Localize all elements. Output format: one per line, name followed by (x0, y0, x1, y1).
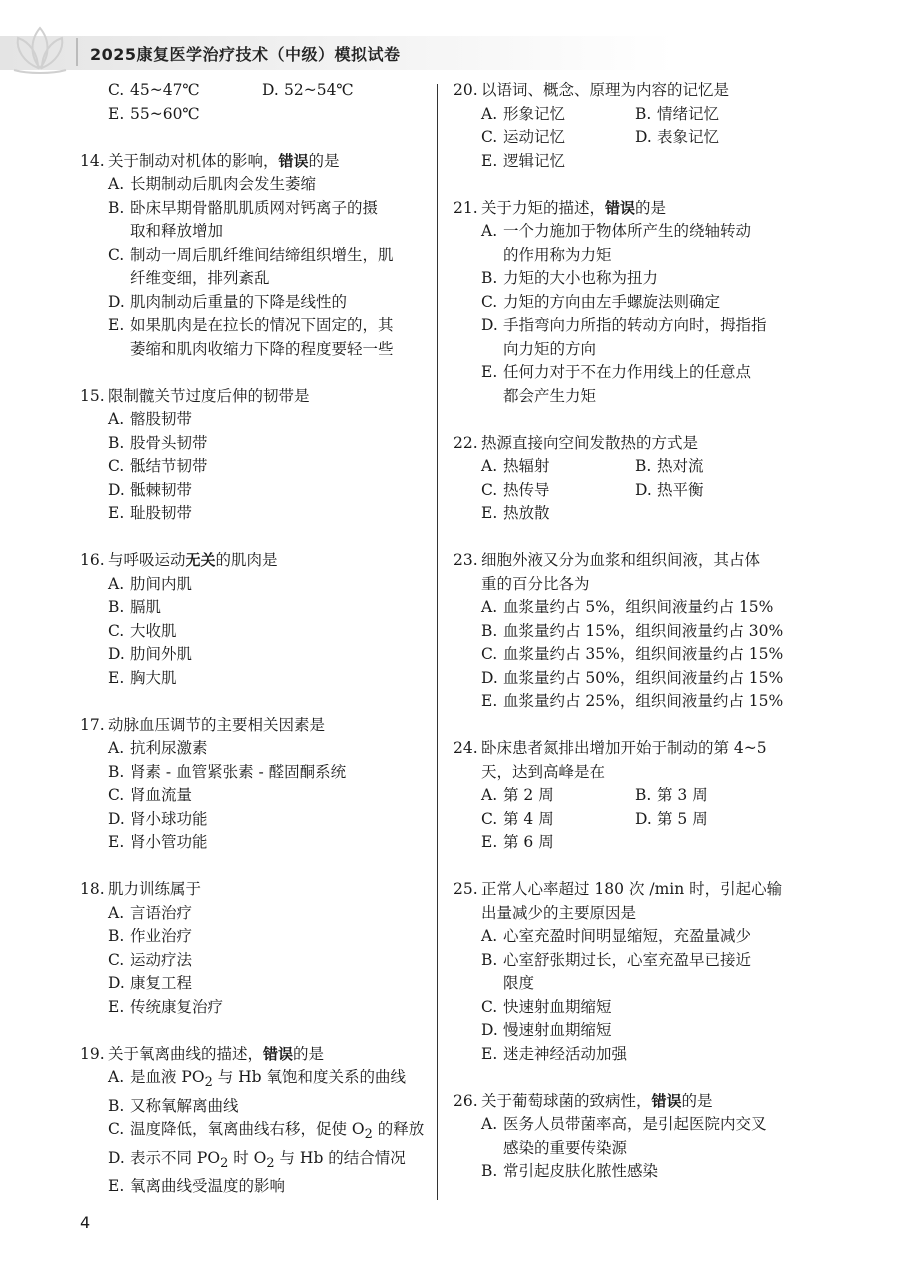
option-d: D. 康复工程 (108, 974, 193, 992)
question-stem: 18. 肌力训练属于 (80, 880, 202, 898)
option-e: E. 血浆量约占 25%，组织间液量约占 15% (481, 692, 784, 710)
option-a: A. 肋间内肌 (108, 574, 193, 593)
option-a: A. 言语治疗 (108, 903, 193, 922)
question-15 (80, 385, 428, 526)
emphasis-keyword: 错误 (605, 198, 636, 217)
option-b: B. 膈肌 (108, 598, 162, 616)
question-stem: 25. 正常人心率超过 180 次 /min 时，引起心输 出量减少的主要原因是 (453, 880, 783, 922)
option-d: D. 血浆量约占 50%，组织间液量约占 15% (481, 668, 784, 687)
option-d: D. 慢速射血期缩短 (481, 1021, 612, 1039)
option-e: E. 任何力对于不在力作用线上的任意点 都会产生力矩 (481, 363, 752, 405)
question-stem: 16. 与呼吸运动无关的肌肉是 (80, 551, 278, 569)
option-c: C. 力矩的方向由左手螺旋法则确定 (481, 292, 721, 311)
option-a: A. 抗利尿激素 (108, 739, 208, 757)
option-b: B. 作业治疗 (108, 927, 193, 945)
option-c: C. 运动疗法 (108, 950, 193, 969)
option-d: D. 骶棘韧带 (108, 480, 193, 499)
page-header (0, 0, 900, 82)
option-e: E. 第 6 周 (481, 833, 554, 851)
option-c: C. 骶结节韧带 (108, 457, 208, 475)
right-column (453, 79, 805, 1207)
header-title: 2025康复医学治疗技术（中级）模拟试卷 (90, 45, 401, 64)
option-c: C. 快速射血期缩短 (481, 997, 612, 1016)
option-e: E. 耻股韧带 (108, 504, 193, 522)
question-stem: 14. 关于制动对机体的影响，错误的是 (80, 151, 340, 170)
option-c: C. 运动记忆 (481, 128, 566, 146)
emphasis-keyword: 错误 (651, 1091, 682, 1110)
question-stem: 26. 关于葡萄球菌的致病性，错误的是 (453, 1091, 713, 1110)
option-c: C. 大收肌 (108, 621, 177, 640)
question-13-continued (80, 79, 428, 126)
option-d: D. 肋间外肌 (108, 645, 193, 663)
question-stem: 24. 卧床患者氮排出增加开始于制动的第 4~5 天，达到高峰是在 (453, 739, 767, 781)
option-c: C. 45~47℃ (108, 81, 200, 99)
option-e: E. 传统康复治疗 (108, 997, 224, 1016)
question-23 (453, 549, 805, 714)
question-25 (453, 878, 805, 1066)
question-19 (80, 1043, 428, 1199)
question-22 (453, 432, 805, 526)
option-a: A. 医务人员带菌率高，是引起医院内交叉 感染的重要传染源 (481, 1115, 767, 1157)
header-rule (76, 38, 78, 66)
question-17 (80, 714, 428, 855)
option-e: E. 热放散 (481, 504, 550, 522)
option-c: C. 热传导 (481, 480, 550, 499)
option-b: B. 股骨头韧带 (108, 433, 208, 452)
option-b: B. 情绪记忆 (635, 104, 720, 123)
question-stem: 17. 动脉血压调节的主要相关因素是 (80, 715, 326, 734)
option-e: E. 氧离曲线受温度的影响 (108, 1177, 286, 1196)
option-d: D. 表示不同 $PO_2$ 时 $O_2$ 与 Hb 的结合情况 (108, 1148, 406, 1171)
question-16 (80, 549, 428, 690)
option-b: B. 心室舒张期过长，心室充盈早已接近 限度 (481, 950, 752, 992)
option-d: D. 52~54℃ (262, 81, 354, 99)
question-stem: 15. 限制髋关节过度后伸的韧带是 (80, 386, 310, 405)
option-a: A. 长期制动后肌肉会发生萎缩 (108, 175, 317, 193)
option-d: D. 肾小球功能 (108, 809, 208, 828)
option-e: E. 胸大肌 (108, 668, 177, 687)
option-c: C. 血浆量约占 35%，组织间液量约占 15% (481, 645, 784, 663)
option-e: E. 肾小管功能 (108, 833, 208, 851)
question-stem: 19. 关于氧离曲线的描述，错误的是 (80, 1044, 325, 1063)
option-d: D. 第 5 周 (635, 809, 708, 828)
option-b: B. 热对流 (635, 457, 704, 475)
lotus-logo-icon (4, 18, 76, 76)
emphasis-keyword: 无关 (185, 551, 216, 569)
emphasis-keyword: 错误 (278, 151, 309, 170)
option-d: D. 表象记忆 (635, 128, 720, 146)
option-e: E. 迷走神经活动加强 (481, 1044, 628, 1063)
question-26 (453, 1090, 805, 1184)
question-stem: 20. 以语词、概念、原理为内容的记忆是 (453, 81, 730, 99)
option-e: E. 55~60℃ (108, 104, 200, 123)
option-b: B. 又称氧解离曲线 (108, 1096, 239, 1115)
option-b: B. 常引起皮肤化脓性感染 (481, 1162, 659, 1180)
page-number: 4 (80, 1213, 91, 1232)
question-stem: 23. 细胞外液又分为血浆和组织间液，其占体 重的百分比各为 (453, 551, 761, 593)
option-b: B. 卧床早期骨骼肌肌质网对钙离子的摄 取和释放增加 (108, 198, 379, 240)
option-a: A. 髂股韧带 (108, 410, 193, 428)
option-a: A. 是血液 $PO_2$ 与 Hb 氧饱和度关系的曲线 (108, 1068, 407, 1091)
option-a: A. 一个力施加于物体所产生的绕轴转动 的作用称为力矩 (481, 222, 752, 264)
option-d: D. 肌肉制动后重量的下降是线性的 (108, 292, 348, 311)
question-14 (80, 150, 428, 362)
option-a: A. 第 2 周 (481, 786, 554, 804)
option-b: B. 血浆量约占 15%，组织间液量约占 30% (481, 621, 784, 640)
emphasis-keyword: 错误 (263, 1044, 294, 1063)
question-20 (453, 79, 805, 173)
option-d: D. 热平衡 (635, 480, 704, 499)
option-a: A. 形象记忆 (481, 104, 566, 123)
option-b: B. 力矩的大小也称为扭力 (481, 269, 659, 287)
question-18 (80, 878, 428, 1019)
option-c: C. 温度降低，氧离曲线右移，促使 $O_2$ 的释放 (108, 1120, 425, 1143)
option-e: E. 如果肌肉是在拉长的情况下固定的，其 萎缩和肌肉收缩力下降的程度要轻一些 (108, 316, 394, 358)
question-stem: 21. 关于力矩的描述，错误的是 (453, 198, 667, 217)
left-column (80, 79, 428, 1222)
option-c: C. 第 4 周 (481, 809, 554, 828)
option-c: C. 制动一周后肌纤维间结缔组织增生，肌 纤维变细，排列紊乱 (108, 245, 394, 287)
column-divider (437, 84, 438, 1200)
question-24 (453, 737, 805, 855)
question-21 (453, 197, 805, 409)
option-e: E. 逻辑记忆 (481, 151, 566, 170)
option-b: B. 肾素 - 血管紧张素 - 醛固酮系统 (108, 762, 347, 781)
option-d: D. 手指弯向力所指的转动方向时，拇指指 向力矩的方向 (481, 316, 767, 358)
option-a: A. 心室充盈时间明显缩短，充盈量减少 (481, 927, 752, 945)
option-a: A. 血浆量约占 5%，组织间液量约占 15% (481, 598, 774, 616)
question-stem: 22. 热源直接向空间发散热的方式是 (453, 433, 699, 452)
option-b: B. 第 3 周 (635, 786, 708, 804)
option-c: C. 肾血流量 (108, 786, 193, 804)
option-a: A. 热辐射 (481, 457, 550, 475)
